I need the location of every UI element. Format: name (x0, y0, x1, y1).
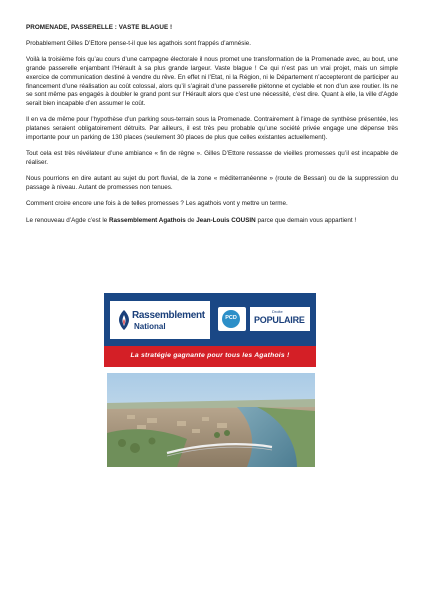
candidate-name: Jean-Louis COUSIN (196, 216, 256, 224)
aerial-city-photo (107, 373, 315, 467)
document-body (26, 24, 398, 233)
flame-icon (116, 309, 132, 331)
rassemblement-national-logo (110, 301, 210, 339)
slogan-strip (104, 346, 316, 367)
dp-big-label: POPULAIRE (254, 315, 305, 325)
closing-text: Le renouveau d’Agde c’est le (26, 216, 109, 224)
rn-line2: National (134, 322, 166, 331)
paragraph-3: Il en va de même pour l’hypothèse d’un parking sous-terrain sous la Promenade. Contrairement à l’image de synthèse présentée, les platanes seraient obligatoirement détruits. Par ailleurs, il est très peu probable qu’une société privée engage une dépense très importante pour un parking de 130 places (seulement 30 places de plus que celles existantes actuellement). (26, 116, 398, 141)
dp-small-label: Droite (272, 309, 283, 314)
paragraph-4: Tout cela est très révélateur d’une ambiance « fin de règne ». Gilles D’Ettore ressasse de vieilles promesses qu’il est incapable de réaliser. (26, 150, 398, 167)
slogan-text: La stratégie gagnante pour tous les Agathois ! (130, 352, 290, 359)
paragraph-1: Probablement Gilles D’Ettore pense-t-il que les agathois sont frappés d’amnésie. (26, 40, 252, 47)
closing-text: parce que demain vous appartient ! (255, 216, 357, 224)
closing-text: de (185, 216, 197, 224)
pcd-label: PCD (225, 315, 237, 321)
paragraph-6: Comment croire encore une fois à de telles promesses ? Les agathois vont y mettre un terme. (26, 200, 288, 208)
banner-logos (104, 293, 316, 346)
paragraph-2: Voilà la troisième fois qu’au cours d’une campagne électorale il nous promet une transformation de la Promenade avec, au bout, une grande passerelle enjambant l’Hérault à sa plus grande largeur. Vaste blague ! Ce qui n’est pas un vrai projet, mais un simple exercice de communication destiné à vendre du rêve. En effet ni l’Etat, ni la Région, ni le Département n’accepteront de participer au financement d’une réalisation au coût colossal, alors qu’il s’agirait d’une passerelle piétonne et cyclable et non d’un axe routier. Ils ne se sont même pas engagés à doubler le grand pont sur l’Hérault alors que c’est une nécessité, c’est dire. Quant à elle, la ville d’Agde serait bien incapable d’en assumer le coût. (26, 56, 398, 108)
droite-populaire-logo (250, 307, 310, 331)
closing-paragraph (26, 217, 398, 226)
paragraph-5: Nous pourrions en dire autant au sujet du port fluvial, de la zone « méditerranéenne » (route de Bessan) ou de la suppression du passage à niveau. Autant de promesses non tenues. (26, 175, 398, 192)
document-title: PROMENADE, PASSERELLE : VASTE BLAGUE ! (26, 24, 173, 31)
party-name: Rassemblement Agathois (108, 216, 186, 224)
campaign-banner (104, 293, 316, 367)
pcd-logo (218, 307, 246, 331)
rn-line1: Rassemblement (132, 310, 205, 321)
